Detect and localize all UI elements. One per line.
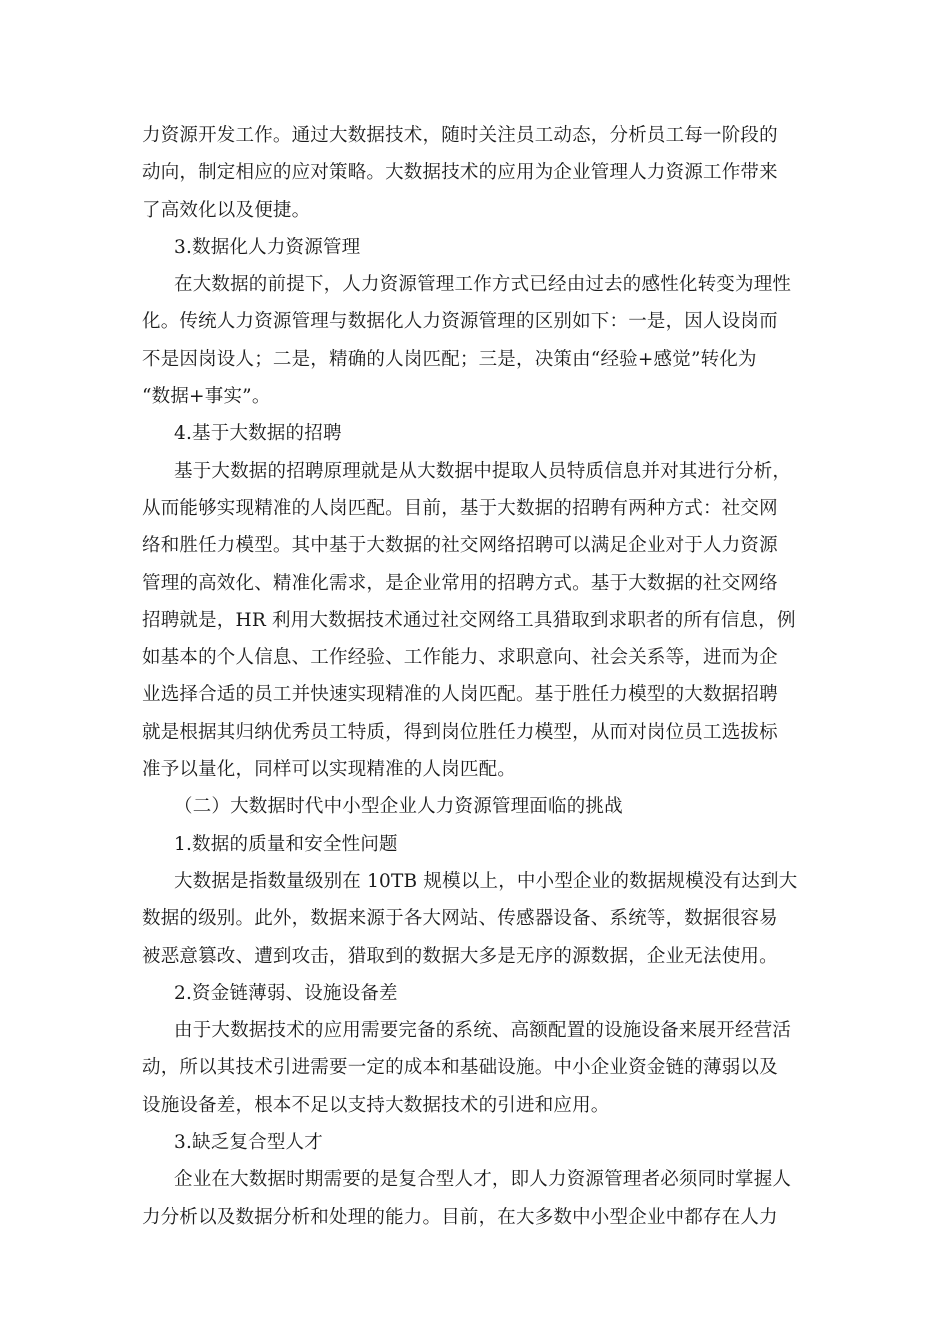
text-line: （二）大数据时代中小型企业人力资源管理面临的挑战 (174, 796, 623, 818)
text-line: 数据的级别。此外，数据来源于各大网站、传感器设备、系统等，数据很容易 (142, 908, 778, 930)
text-line: 3.数据化人力资源管理 (174, 236, 361, 258)
text-line: 动，所以其技术引进需要一定的成本和基础设施。中小企业资金链的薄弱以及 (142, 1057, 778, 1079)
text-line: 在大数据的前提下，人力资源管理工作方式已经由过去的感性化转变为理性 (174, 274, 792, 296)
text-line: 4.基于大数据的招聘 (174, 423, 342, 445)
text-line: “数据+事实”。 (142, 386, 271, 408)
text-line: 基于大数据的招聘原理就是从大数据中提取人员特质信息并对其进行分析， (174, 460, 792, 482)
text-line: 3.缺乏复合型人才 (174, 1132, 323, 1154)
text-line: 就是根据其归纳优秀员工特质，得到岗位胜任力模型，从而对岗位员工选拔标 (142, 721, 778, 743)
text-line: 络和胜任力模型。其中基于大数据的社交网络招聘可以满足企业对于人力资源 (142, 535, 778, 557)
text-line: 2.资金链薄弱、设施设备差 (174, 982, 398, 1004)
text-line: 力资源开发工作。通过大数据技术，随时关注员工动态，分析员工每一阶段的 (142, 125, 778, 146)
text-line: 企业在大数据时期需要的是复合型人才，即人力资源管理者必须同时掌握人 (174, 1169, 792, 1191)
text-line: 设施设备差，根本不足以支持大数据技术的引进和应用。 (142, 1094, 610, 1116)
text-line: 力分析以及数据分析和处理的能力。目前，在大多数中小型企业中都存在人力 (142, 1206, 778, 1228)
text-line: 化。传统人力资源管理与数据化人力资源管理的区别如下：一是，因人设岗而 (142, 311, 778, 333)
text-line: 招聘就是，HR 利用大数据技术通过社交网络工具猎取到求职者的所有信息，例 (142, 609, 796, 631)
text-line: 了高效化以及便捷。 (142, 199, 311, 221)
text-line: 被恶意篡改、遭到攻击，猎取到的数据大多是无序的源数据，企业无法使用。 (142, 945, 778, 967)
text-line: 不是因岗设人；二是，精确的人岗匹配；三是，决策由“经验+感觉”转化为 (142, 348, 757, 370)
text-line: 管理的高效化、精准化需求，是企业常用的招聘方式。基于大数据的社交网络 (142, 572, 778, 594)
text-line: 如基本的个人信息、工作经验、工作能力、求职意向、社会关系等，进而为企 (142, 647, 778, 669)
text-line: 动向，制定相应的应对策略。大数据技术的应用为企业管理人力资源工作带来 (142, 162, 778, 184)
text-line: 1.数据的质量和安全性问题 (174, 833, 398, 855)
text-line: 大数据是指数量级别在 10TB 规模以上，中小型企业的数据规模没有达到大 (174, 870, 798, 892)
text-line: 准予以量化，同样可以实现精准的人岗匹配。 (142, 759, 517, 781)
text-line: 由于大数据技术的应用需要完备的系统、高额配置的设施设备来展开经营活 (174, 1020, 792, 1042)
text-line: 从而能够实现精准的人岗匹配。目前，基于大数据的招聘有两种方式：社交网 (142, 497, 778, 519)
document-body (142, 117, 810, 1236)
text-line: 业选择合适的员工并快速实现精准的人岗匹配。基于胜任力模型的大数据招聘 (142, 684, 778, 706)
